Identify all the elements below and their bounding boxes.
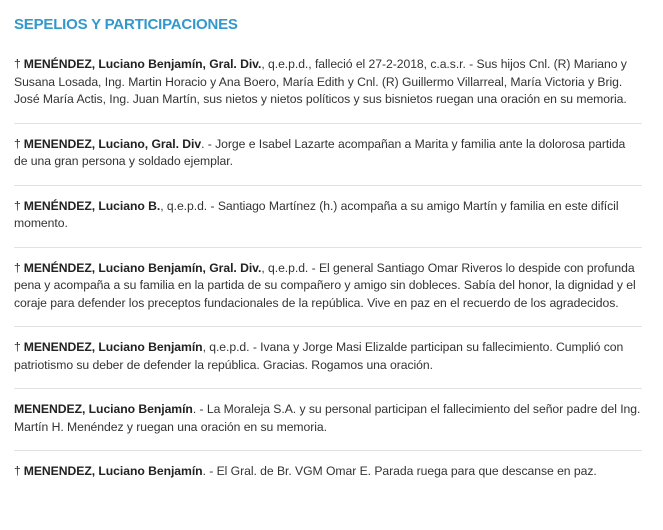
obituary-entry: [14, 260, 642, 328]
cross-icon: †: [14, 57, 21, 71]
obituary-text: . - Jorge e Isabel Lazarte acompañan a Marita y familia ante la dolorosa partida de una gran persona y soldado ejemplar.: [14, 136, 626, 168]
obituary-entry: [14, 136, 642, 186]
obituary-text: , q.e.p.d., falleció el 27-2-2018, c.a.s.r. - Sus hijos Cnl. (R) Mariano y Susana Losada, Ing. Martin Horacio y Ana Boero, María Edith y Cnl. (R) Guillermo Villarreal, María Victoria y Brig. José María Actis, Ing. Juan Martín, sus nietos y nietos políticos y sus bisnietos ruegan una oración en su memoria.: [14, 57, 627, 106]
cross-icon: †: [14, 464, 21, 478]
obituary-text: . - La Moraleja S.A. y su personal participan el fallecimiento del señor padre del Ing. Martín H. Menéndez y ruegan una oración en su memoria.: [14, 402, 641, 434]
obituary-entry: [14, 198, 642, 248]
obituaries-page: [14, 0, 642, 507]
deceased-name: MENÉNDEZ, Luciano Benjamín, Gral. Div.: [23, 260, 262, 275]
section-title: SEPELIOS Y PARTICIPACIONES: [14, 16, 238, 33]
obituary-entry: [14, 401, 642, 451]
obituary-entry: [14, 463, 642, 495]
cross-icon: †: [14, 260, 21, 275]
deceased-name: MENÉNDEZ, Luciano Benjamín, Gral. Div.: [23, 57, 262, 71]
obituary-text: , q.e.p.d. - Santiago Martínez (h.) acompaña a su amigo Martín y familia en este difícil momento.: [14, 198, 619, 230]
deceased-name: MENENDEZ, Luciano Benjamín: [14, 402, 193, 416]
cross-icon: †: [14, 198, 21, 213]
obituary-text: , q.e.p.d. - Ivana y Jorge Masi Elizalde participan su fallecimiento. Cumplió con patriotismo su deber de defender la república. Gracias. Rogamos una oración.: [14, 340, 624, 372]
cross-icon: †: [14, 340, 21, 354]
obituary-entry: [14, 339, 642, 389]
deceased-name: MENENDEZ, Luciano Benjamín: [23, 464, 203, 478]
deceased-name: MENÉNDEZ, Luciano B.: [23, 198, 161, 213]
obituary-list: [14, 56, 642, 495]
cross-icon: †: [14, 136, 21, 151]
obituary-text: , q.e.p.d. - El general Santiago Omar Riveros lo despide con profunda pena y acompaña a su familia en la partida de su compañero y amigo sin dobleces. Sabía del honor, la dignidad y el coraje para defender los preceptos fundacionales de la república. Vive en paz en el recuerdo de los agradecidos.: [14, 260, 636, 310]
deceased-name: MENENDEZ, Luciano, Gral. Div: [23, 136, 202, 151]
obituary-entry: [14, 56, 642, 124]
deceased-name: MENENDEZ, Luciano Benjamín: [23, 340, 203, 354]
obituary-text: . - El Gral. de Br. VGM Omar E. Parada ruega para que descanse en paz.: [202, 464, 597, 478]
